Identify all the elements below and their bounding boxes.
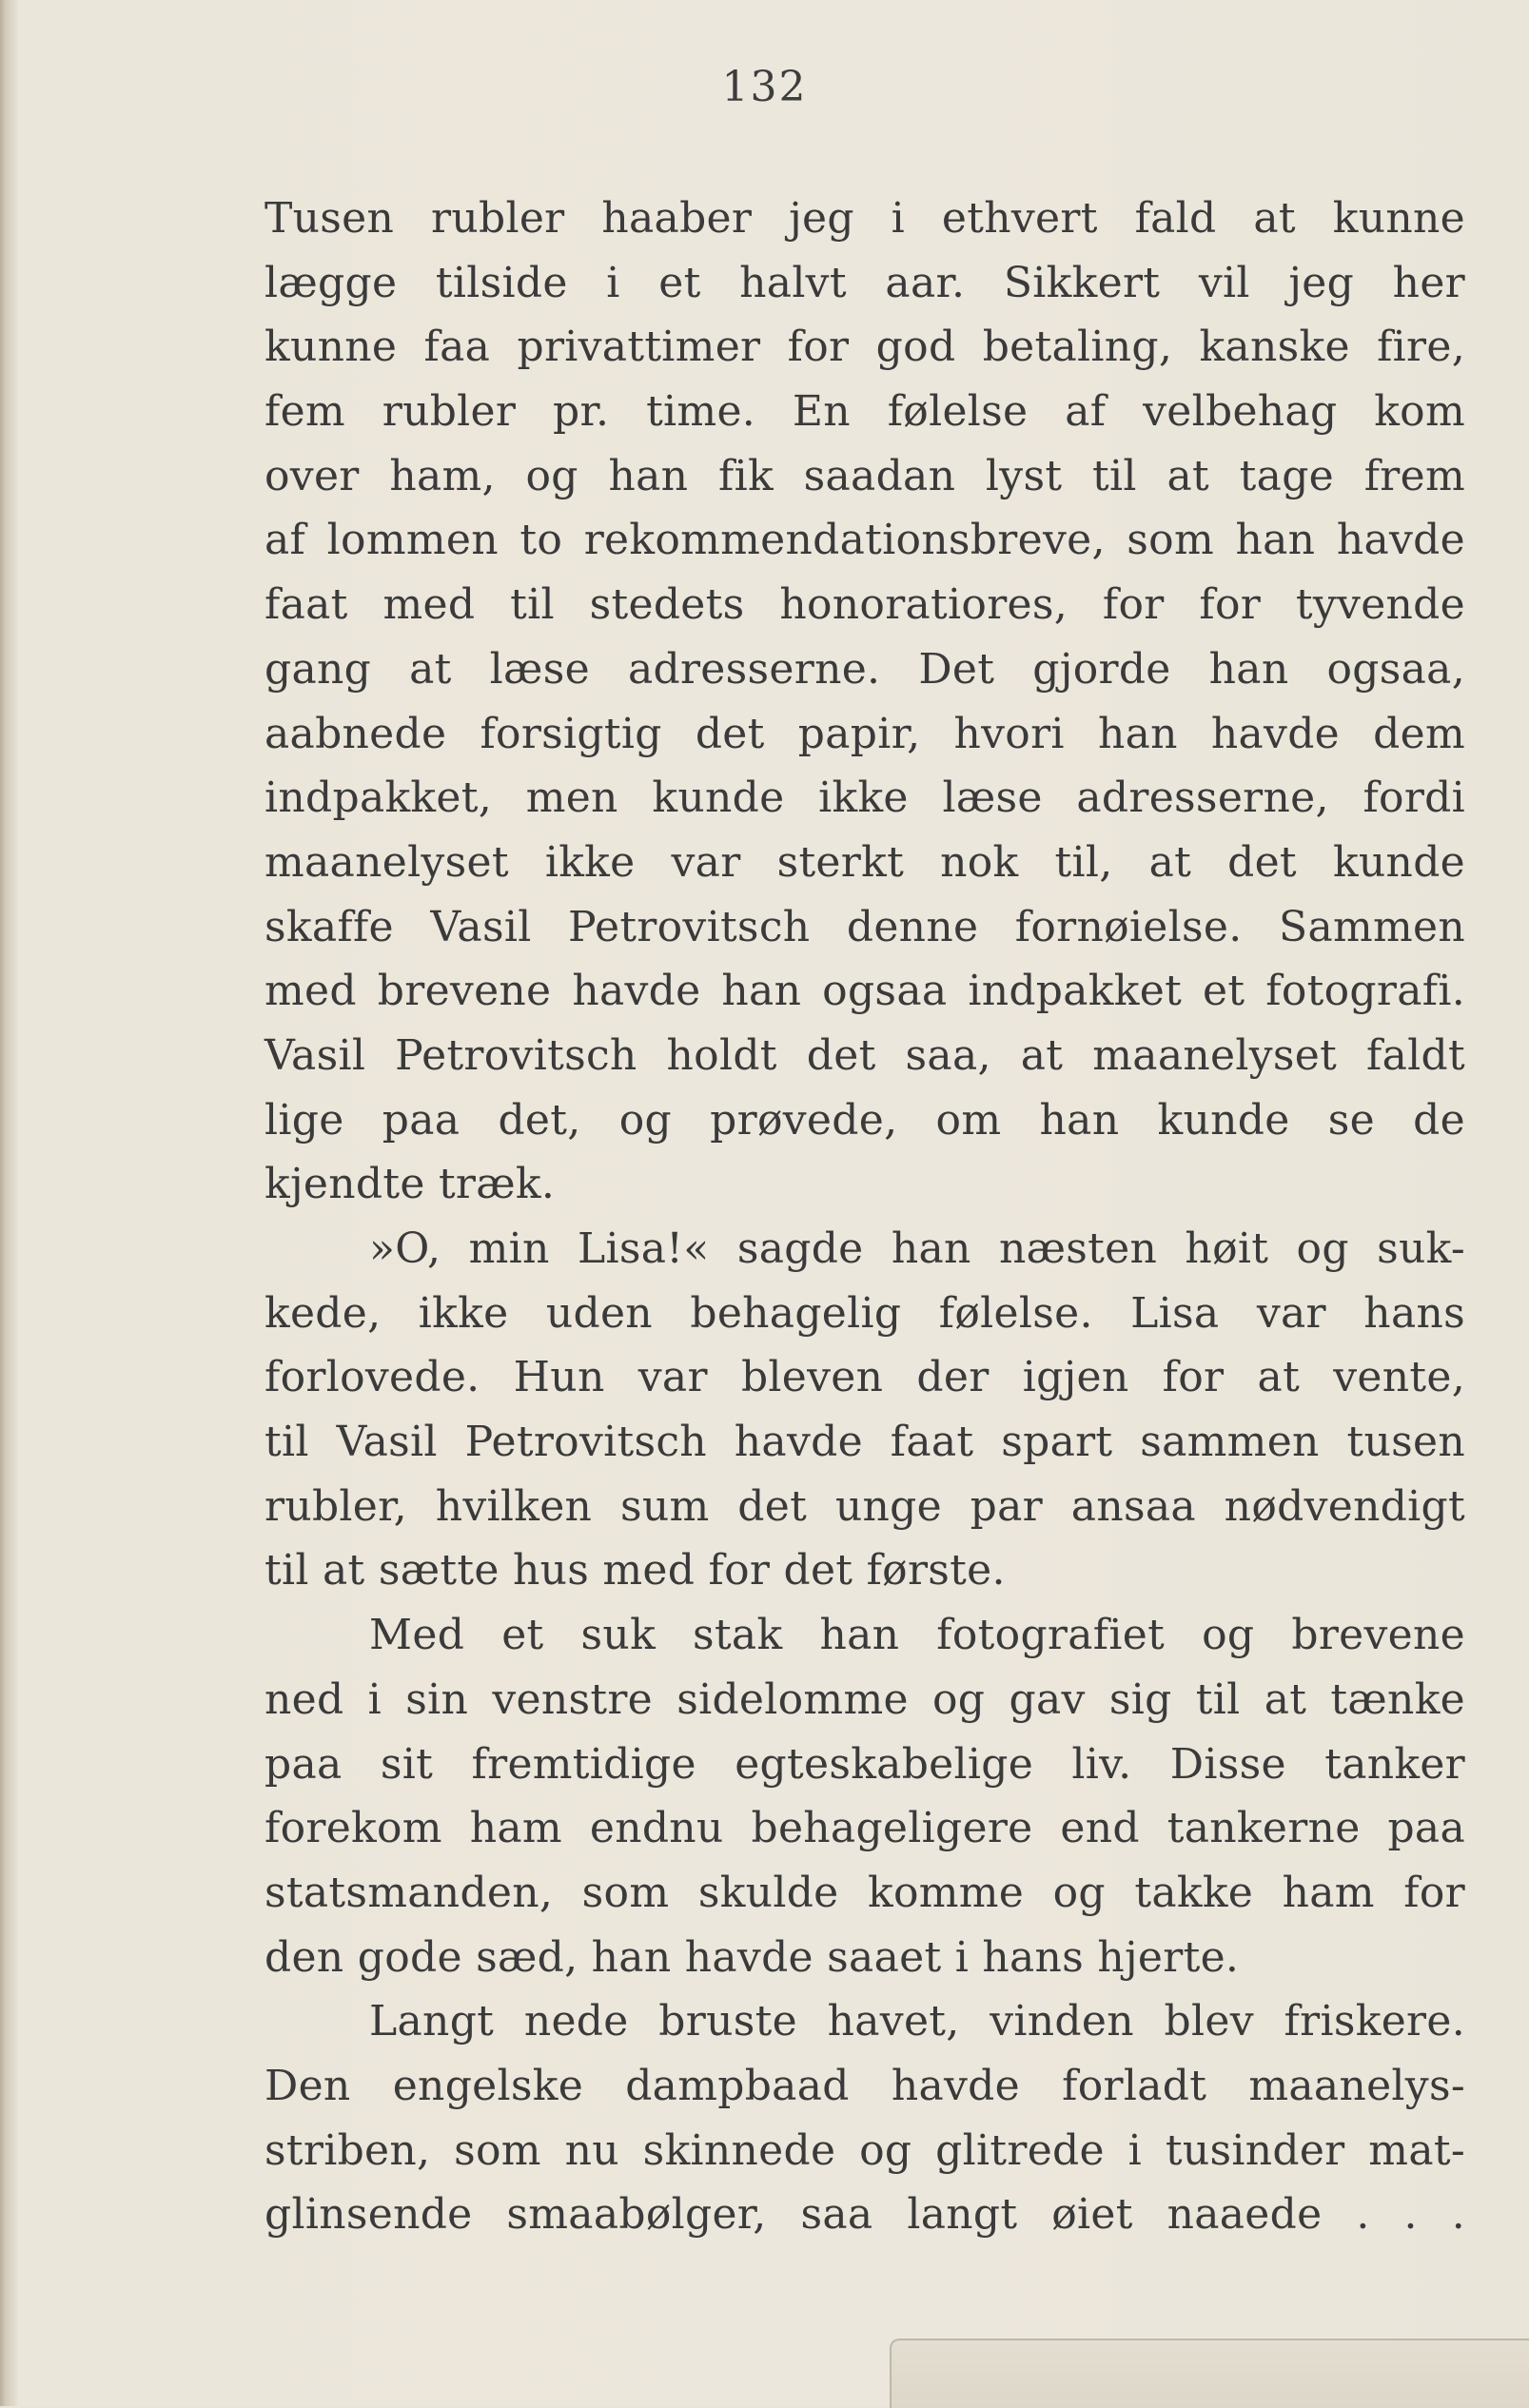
text-line: maanelyset ikke var sterkt nok til, at det kunde	[265, 837, 1465, 887]
text-line: glinsende smaabølger, saa langt øiet naaede . . .	[265, 2190, 1465, 2240]
text-line: faat med til stedets honoratiores, for for tyvende	[265, 580, 1465, 630]
page-corner-mark	[890, 2339, 1529, 2408]
text-line: til Vasil Petrovitsch havde faat spart sammen tusen	[265, 1418, 1465, 1467]
text-line: fem rubler pr. time. En følelse af velbehag kom	[265, 387, 1465, 437]
text-line: kunne faa privattimer for god betaling, kanske fire,	[265, 323, 1465, 372]
text-line: Med et suk stak han fotografiet og brevene	[369, 1611, 1465, 1660]
text-line: indpakket, men kunde ikke læse adresserne, fordi	[265, 773, 1465, 823]
body-text	[265, 186, 1465, 2247]
text-line: Den engelske dampbaad havde forladt maanelys-	[265, 2061, 1465, 2110]
text-line: kede, ikke uden behagelig følelse. Lisa var hans	[265, 1288, 1465, 1338]
text-line: gang at læse adresserne. Det gjorde han ogsaa,	[265, 644, 1465, 694]
text-line: aabnede forsigtig det papir, hvori han havde dem	[265, 709, 1465, 758]
page-number: 132	[721, 63, 808, 111]
text-line: forekom ham endnu behageligere end tankerne paa	[265, 1804, 1465, 1853]
text-line: Langt nede bruste havet, vinden blev friskere.	[369, 1997, 1465, 2046]
text-line: den gode sæd, han havde saaet i hans hjerte.	[265, 1932, 1240, 1982]
text-line: statsmanden, som skulde komme og takke ham for	[265, 1868, 1465, 1917]
text-line: forlovede. Hun var bleven der igjen for at vente,	[265, 1353, 1465, 1402]
text-line: lige paa det, og prøvede, om han kunde se de	[265, 1095, 1465, 1145]
text-line: striben, som nu skinnede og glitrede i tusinder mat-	[265, 2125, 1465, 2175]
text-line: paa sit fremtidige egteskabelige liv. Disse tanker	[265, 1739, 1465, 1789]
text-line: lægge tilside i et halvt aar. Sikkert vil jeg her	[265, 258, 1465, 307]
text-line: til at sætte hus med for det første.	[265, 1546, 1006, 1596]
text-line: kjendte træk.	[265, 1160, 556, 1209]
text-line: med brevene havde han ogsaa indpakket et fotografi.	[265, 967, 1465, 1016]
text-line: rubler, hvilken sum det unge par ansaa nødvendigt	[265, 1481, 1465, 1531]
text-line: »O, min Lisa!« sagde han næsten høit og suk-	[369, 1224, 1465, 1273]
text-line: skaffe Vasil Petrovitsch denne fornøielse. Sammen	[265, 902, 1465, 951]
text-line: af lommen to rekommendationsbreve, som han havde	[265, 516, 1465, 565]
text-line: Vasil Petrovitsch holdt det saa, at maanelyset faldt	[265, 1030, 1465, 1080]
text-line: ned i sin venstre sidelomme og gav sig til at tænke	[265, 1674, 1465, 1724]
text-line: Tusen rubler haaber jeg i ethvert fald at kunne	[265, 194, 1465, 243]
text-line: over ham, og han fik saadan lyst til at tage frem	[265, 451, 1465, 500]
page-binding-edge	[0, 0, 17, 2406]
